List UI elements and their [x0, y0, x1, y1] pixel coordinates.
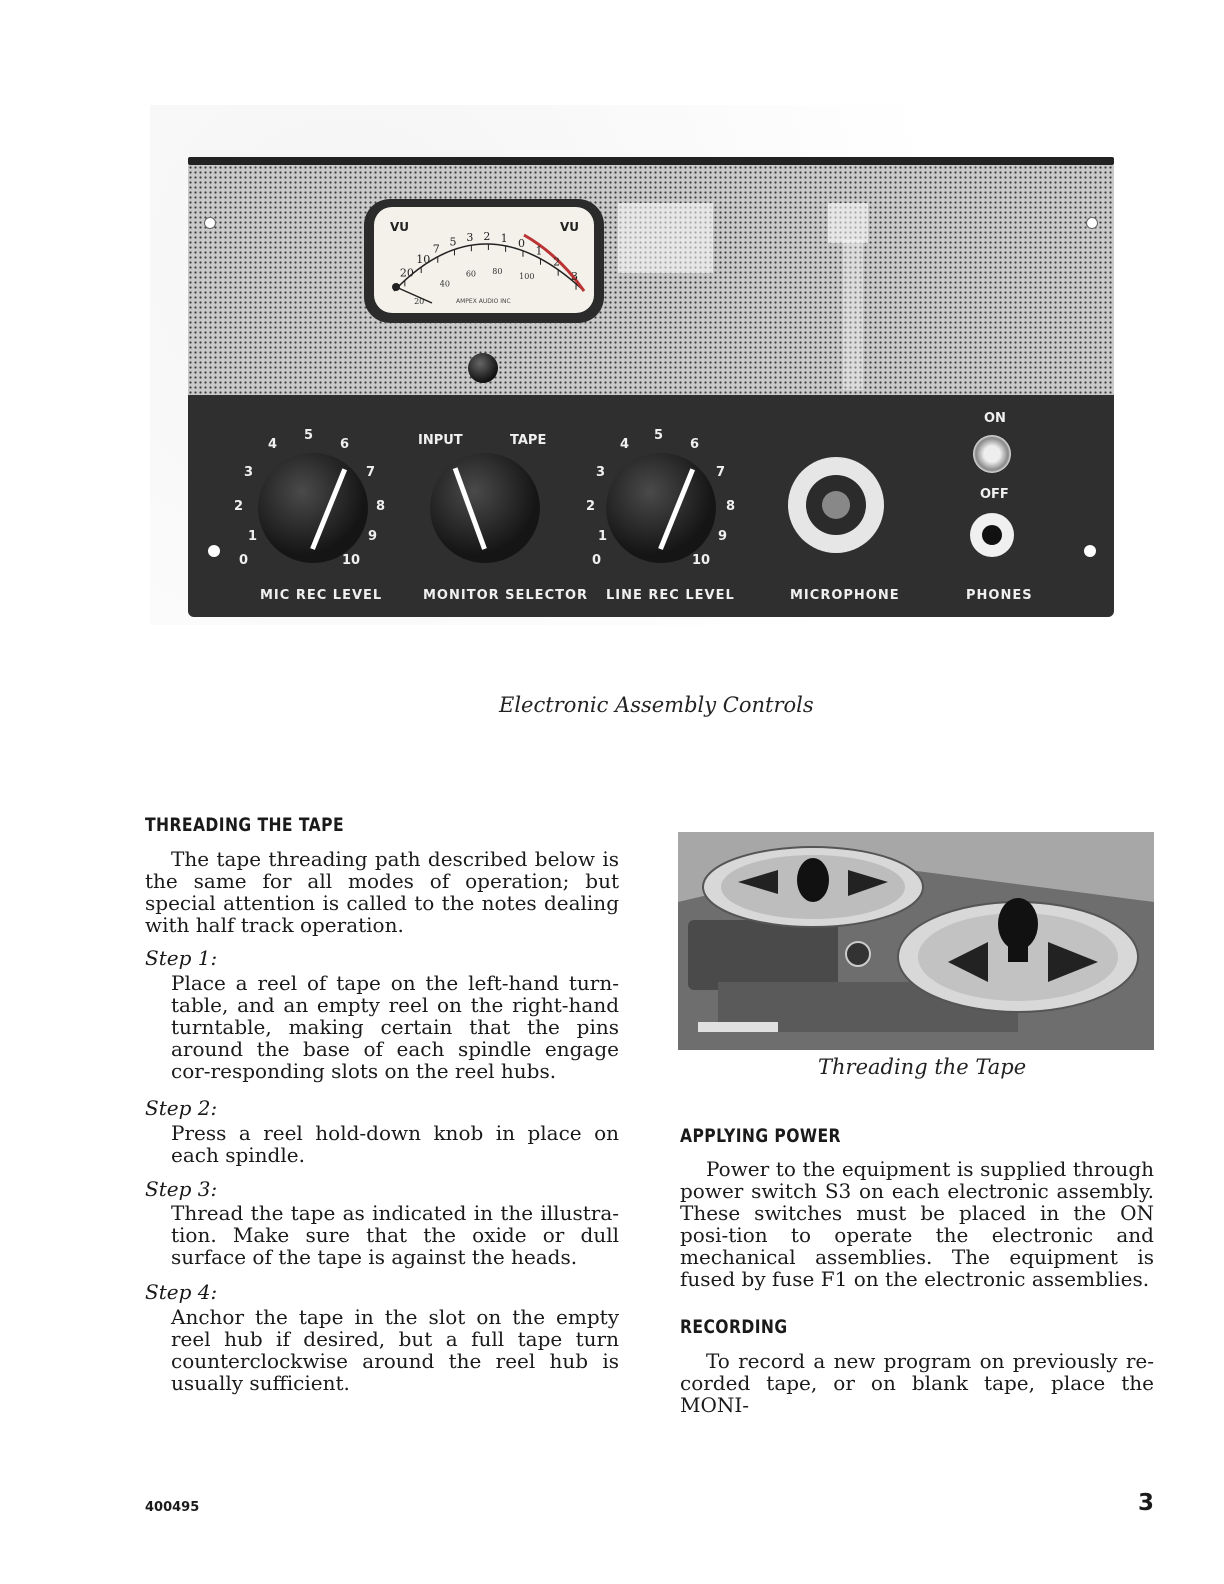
- step-label: Step 1:: [145, 946, 218, 970]
- power-toggle-switch: [973, 435, 1011, 473]
- dial-mark: 0: [592, 553, 602, 568]
- mount-hole-left: [204, 217, 216, 229]
- dial-mark: 9: [368, 529, 378, 544]
- control-strip: [188, 395, 1114, 617]
- dial-mark: 2: [586, 499, 596, 514]
- vu-scale-label: 20: [399, 266, 414, 280]
- vu-label-right: VU: [560, 220, 580, 234]
- dial-mark: 1: [598, 529, 608, 544]
- power-off-label: OFF: [980, 487, 1009, 502]
- monitor-selector-knob: [430, 453, 540, 563]
- vu-scale-label: 3: [571, 269, 579, 283]
- tape-threading-photo: [678, 832, 1154, 1050]
- meter-adjust-knob: [468, 353, 498, 383]
- vu-scale-label: 5: [449, 235, 457, 249]
- vu-meter-ticks: [405, 244, 579, 290]
- electronic-assembly-photo: [188, 157, 1114, 617]
- line-rec-level-label: LINE REC LEVEL: [606, 588, 735, 603]
- vu-percent-label: 40: [439, 279, 450, 289]
- vu-scale-label: 2: [553, 255, 561, 269]
- dial-mark: 9: [718, 529, 728, 544]
- mount-screw-left: [208, 545, 220, 557]
- microphone-connector: [788, 457, 884, 553]
- threading-intro: The tape threading path described below is the same for all modes of operation; but special attention is called to the notes dealing with half track operation.: [145, 847, 619, 937]
- vu-percent-label: 20: [414, 297, 425, 307]
- monitor-selector-label: MONITOR SELECTOR: [423, 588, 589, 603]
- microphone-connector-socket: [806, 475, 866, 535]
- vu-scale-label: 1: [500, 231, 508, 245]
- section-heading-power: APPLYING POWER: [680, 1125, 841, 1147]
- microphone-label: MICROPHONE: [790, 588, 900, 603]
- vu-needle-pivot: [392, 283, 400, 291]
- line-rec-level-knob: [606, 453, 716, 563]
- step-text: Thread the tape as indicated in the illustra-tion. Make sure that the oxide or dull surface of the tape is against the heads.: [171, 1201, 619, 1269]
- phones-jack: [970, 513, 1014, 557]
- monitor-tape-label: TAPE: [510, 433, 547, 448]
- dial-mark: 3: [244, 465, 254, 480]
- step-text: Press a reel hold-down knob in place on each spindle.: [171, 1121, 619, 1167]
- vu-percent-label: 100: [519, 271, 535, 281]
- applying-power-text: Power to the equipment is supplied through power switch S3 on each electronic assembly. These switches must be placed in the ON posi-tion to operate the electronic and mechanical assemblies. The equipment is fused by fuse F1 on the electronic assemblies.: [680, 1157, 1154, 1291]
- dial-mark: 6: [340, 437, 350, 452]
- vu-label-left: VU: [390, 220, 410, 234]
- mic-rec-level-knob: [258, 453, 368, 563]
- mount-hole-right: [1086, 217, 1098, 229]
- vu-scale-label: 7: [432, 242, 440, 256]
- knob-pointer: [310, 468, 347, 550]
- step-label: Step 3:: [145, 1177, 218, 1201]
- section-heading-recording: RECORDING: [680, 1316, 788, 1338]
- vu-meter: [364, 199, 604, 323]
- dial-mark: 8: [376, 499, 386, 514]
- panel-top-strip: [188, 157, 1114, 165]
- knob-pointer: [658, 468, 695, 550]
- figure-caption: Electronic Assembly Controls: [499, 693, 814, 717]
- meter-brand: AMPEX AUDIO INC: [456, 298, 511, 305]
- vu-scale-label: 2: [483, 230, 491, 244]
- mic-rec-level-label: MIC REC LEVEL: [260, 588, 383, 603]
- dial-mark: 10: [342, 553, 361, 568]
- section-heading-threading: THREADING THE TAPE: [145, 814, 345, 836]
- vu-scale-label: 3: [466, 231, 474, 245]
- vu-scale-label: 0: [517, 236, 525, 250]
- dial-mark: 3: [596, 465, 606, 480]
- mount-screw-right: [1084, 545, 1096, 557]
- vu-percent-label: 80: [492, 267, 503, 277]
- dial-mark: 0: [239, 553, 249, 568]
- vu-scale-label: 1: [535, 244, 543, 258]
- dial-mark: 7: [716, 465, 726, 480]
- microphone-connector-pins: [822, 491, 850, 519]
- vu-meter-face: [374, 207, 594, 313]
- monitor-input-label: INPUT: [418, 433, 463, 448]
- dial-mark: 10: [692, 553, 711, 568]
- dial-mark: 8: [726, 499, 736, 514]
- reflection: [828, 203, 868, 243]
- figure-caption: Threading the Tape: [818, 1055, 1027, 1079]
- dial-mark: 5: [654, 428, 664, 443]
- phones-label: PHONES: [966, 588, 1033, 603]
- document-number: 400495: [145, 1500, 200, 1515]
- vu-scale-label: 10: [416, 253, 431, 267]
- dial-mark: 6: [690, 437, 700, 452]
- step-label: Step 2:: [145, 1096, 218, 1120]
- knob-pointer: [453, 467, 487, 550]
- recording-text: To record a new program on previously re-corded tape, or on blank tape, place the MONI-: [680, 1349, 1154, 1417]
- dial-mark: 2: [234, 499, 244, 514]
- dial-mark: 4: [620, 437, 630, 452]
- dial-mark: 7: [366, 465, 376, 480]
- dial-mark: 4: [268, 437, 278, 452]
- speaker-grille: [188, 165, 1114, 395]
- reflection: [618, 203, 713, 273]
- power-on-label: ON: [984, 411, 1006, 426]
- step-text: Place a reel of tape on the left-hand turn-table, and an empty reel on the right-hand turntable, making certain that the pins around the base of each spindle engage cor-responding slots on the reel hubs.: [171, 971, 619, 1083]
- dial-mark: 5: [304, 428, 314, 443]
- tape-recorder-illustration: [678, 832, 1154, 1050]
- page-number: 3: [1138, 1490, 1155, 1516]
- vu-percent-label: 60: [465, 269, 477, 279]
- vu-meter-scale: [374, 207, 594, 313]
- reflection: [843, 240, 863, 390]
- dial-mark: 1: [248, 529, 258, 544]
- step-text: Anchor the tape in the slot on the empty reel hub if desired, but a full tape turn counterclockwise around the reel hub is usually sufficient.: [171, 1305, 619, 1395]
- step-label: Step 4:: [145, 1280, 218, 1304]
